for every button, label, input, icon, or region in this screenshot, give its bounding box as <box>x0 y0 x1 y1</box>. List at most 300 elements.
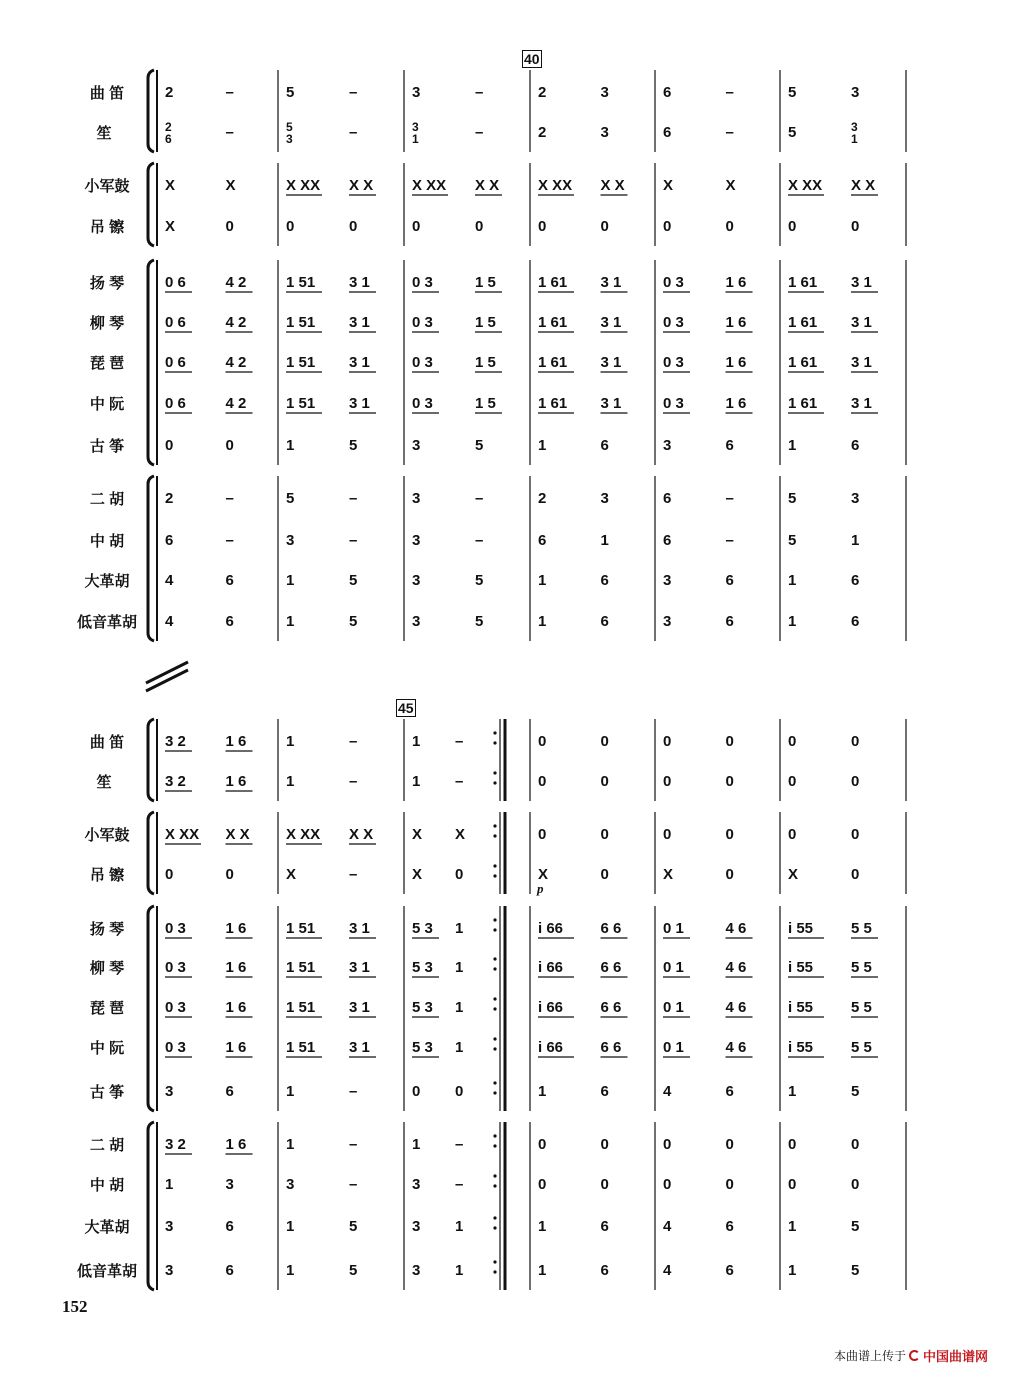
note: 2 <box>165 490 174 507</box>
note: 1 <box>788 1083 797 1100</box>
note: X XX <box>286 826 321 843</box>
note: 5 <box>851 1218 860 1235</box>
repeat-dot <box>493 1007 496 1010</box>
note: 3 1 <box>349 354 370 371</box>
note: 4 <box>165 572 174 589</box>
note: 5 3 <box>412 999 433 1016</box>
note: 1 <box>455 1262 464 1279</box>
group-bracket <box>148 260 154 465</box>
note: 3 <box>851 84 860 101</box>
note: 6 <box>225 1262 234 1279</box>
note: X <box>225 177 236 194</box>
note: 3 1 <box>349 920 370 937</box>
note: 0 6 <box>165 314 186 331</box>
instrument-label: 中 胡 <box>89 533 125 550</box>
note: 0 <box>788 826 797 843</box>
note: 1 <box>788 572 797 589</box>
note: 1 <box>286 773 295 790</box>
instrument-label: 小军鼓 <box>84 827 130 844</box>
note: – <box>349 532 358 549</box>
note: 5 <box>349 1262 358 1279</box>
note: – <box>349 1083 358 1100</box>
note: 4 6 <box>725 920 747 937</box>
note: 6 <box>725 572 734 589</box>
note: 4 2 <box>225 395 247 412</box>
note: 0 <box>600 733 609 750</box>
note: 0 <box>663 826 672 843</box>
note: – <box>725 532 734 549</box>
note: 3 1 <box>851 354 872 371</box>
note: i 66 <box>538 1039 564 1056</box>
note: 1 5 <box>475 274 496 291</box>
note: 6 <box>225 613 234 630</box>
note: 0 <box>725 826 734 843</box>
note: 6 <box>225 1218 234 1235</box>
note: 5 <box>788 490 797 507</box>
note: 1 <box>455 1039 464 1056</box>
note: – <box>225 124 234 141</box>
note: 3 <box>663 437 672 454</box>
note: 0 <box>851 733 860 750</box>
note: 0 <box>600 1136 609 1153</box>
note: 1 51 <box>286 395 316 412</box>
note: 6 <box>851 613 860 630</box>
note: 1 <box>455 920 464 937</box>
repeat-dot <box>493 824 496 827</box>
group-bracket <box>148 70 154 152</box>
note: – <box>455 1176 464 1193</box>
note: 1 61 <box>538 395 568 412</box>
note: 3 1 <box>349 1039 370 1056</box>
note: 1 <box>851 132 858 146</box>
note: 5 5 <box>851 959 872 976</box>
note: X <box>663 177 674 194</box>
note: 1 6 <box>225 733 247 750</box>
note: 3 <box>412 1218 421 1235</box>
note: 3 1 <box>600 274 622 291</box>
note: 0 3 <box>412 314 433 331</box>
instrument-label: 小军鼓 <box>84 178 130 195</box>
note: 5 5 <box>851 920 872 937</box>
note: 0 <box>412 218 421 235</box>
note: – <box>225 532 234 549</box>
note: 6 <box>725 1262 734 1279</box>
note: 1 <box>286 572 295 589</box>
note: 1 <box>165 1176 174 1193</box>
note: 0 <box>455 866 464 883</box>
note: 1 <box>538 1218 547 1235</box>
note: – <box>725 84 734 101</box>
instrument-label: 大革胡 <box>84 573 130 590</box>
note: 1 <box>286 1262 295 1279</box>
note: 4 <box>663 1218 672 1235</box>
note: i 55 <box>788 999 814 1016</box>
page-number: 152 <box>62 1297 88 1316</box>
dynamic-mark: p <box>537 881 544 896</box>
note: 5 <box>286 84 295 101</box>
note: X X <box>225 826 250 843</box>
note: – <box>475 490 484 507</box>
note: 0 3 <box>663 314 684 331</box>
note: 3 1 <box>600 395 622 412</box>
note: 1 <box>788 437 797 454</box>
note: X X <box>475 177 500 194</box>
note: 1 <box>286 1218 295 1235</box>
note: 0 <box>600 866 609 883</box>
note: 6 <box>600 1083 609 1100</box>
note: 0 <box>663 1136 672 1153</box>
note: 0 <box>412 1083 421 1100</box>
note: 1 <box>412 773 421 790</box>
note: X X <box>349 826 374 843</box>
note: 1 <box>455 959 464 976</box>
note: – <box>725 124 734 141</box>
note: i 55 <box>788 959 814 976</box>
note: 1 <box>286 613 295 630</box>
note: 3 2 <box>165 773 186 790</box>
note: X XX <box>286 177 321 194</box>
note: 6 <box>663 490 672 507</box>
note: 1 6 <box>225 773 247 790</box>
note: 5 3 <box>412 920 433 937</box>
instrument-label: 笙 <box>96 125 118 142</box>
note: 3 <box>412 1176 421 1193</box>
instrument-label: 扬 琴 <box>89 275 125 292</box>
note: 6 <box>600 613 609 630</box>
note: 4 <box>663 1083 672 1100</box>
repeat-dot <box>493 1144 496 1147</box>
note: 6 6 <box>600 920 622 937</box>
note: 2 <box>538 84 547 101</box>
note: 3 <box>851 120 858 134</box>
note: 5 <box>788 532 797 549</box>
note: 1 51 <box>286 1039 316 1056</box>
note: 3 <box>663 572 672 589</box>
note: – <box>455 1136 464 1153</box>
note: 2 <box>538 490 547 507</box>
note: 1 <box>412 132 419 146</box>
repeat-dot <box>493 1037 496 1040</box>
note: 0 3 <box>412 354 433 371</box>
note: 3 2 <box>165 733 186 750</box>
note: 0 1 <box>663 1039 684 1056</box>
note: 5 5 <box>851 1039 872 1056</box>
note: 6 <box>725 437 734 454</box>
note: 0 <box>788 733 797 750</box>
note: 6 <box>225 572 234 589</box>
note: 4 6 <box>725 959 747 976</box>
note: X XX <box>412 177 447 194</box>
note: 0 <box>538 773 547 790</box>
note: 3 <box>412 532 421 549</box>
note: 0 <box>600 218 609 235</box>
note: 0 <box>725 1176 734 1193</box>
instrument-label: 古 筝 <box>89 438 125 455</box>
repeat-dot <box>493 1260 496 1263</box>
note: 1 6 <box>225 959 247 976</box>
note: 0 <box>663 1176 672 1193</box>
note: 0 <box>349 218 358 235</box>
instrument-label: 低音革胡 <box>76 614 137 631</box>
note: 5 3 <box>412 1039 433 1056</box>
note: 0 <box>725 218 734 235</box>
note: 6 <box>725 1083 734 1100</box>
note: 1 51 <box>286 274 316 291</box>
note: 0 <box>165 437 174 454</box>
note: 0 3 <box>412 395 433 412</box>
note: 1 <box>412 733 421 750</box>
note: 6 <box>538 532 547 549</box>
note: 3 <box>165 1262 174 1279</box>
note: 3 <box>412 613 421 630</box>
note: 0 3 <box>165 999 186 1016</box>
note: X X <box>600 177 625 194</box>
note: X <box>788 866 799 883</box>
group-bracket <box>148 163 154 246</box>
note: 4 6 <box>725 999 747 1016</box>
note: 1 <box>788 613 797 630</box>
note: X <box>412 826 423 843</box>
note: 0 3 <box>412 274 433 291</box>
note: 3 <box>286 1176 295 1193</box>
note: – <box>349 84 358 101</box>
note: – <box>225 490 234 507</box>
note: – <box>349 866 358 883</box>
note: 5 <box>349 613 358 630</box>
note: 4 2 <box>225 314 247 331</box>
note: 0 <box>851 1136 860 1153</box>
note: X <box>455 826 466 843</box>
note: 1 5 <box>475 395 496 412</box>
note: X X <box>851 177 876 194</box>
note: 1 6 <box>225 999 247 1016</box>
note: 6 <box>663 124 672 141</box>
note: 0 <box>600 1176 609 1193</box>
instrument-label: 二 胡 <box>89 491 125 508</box>
note: 4 6 <box>725 1039 747 1056</box>
instrument-label: 二 胡 <box>89 1137 125 1154</box>
note: 5 <box>349 572 358 589</box>
note: 1 <box>455 999 464 1016</box>
note: 0 3 <box>663 274 684 291</box>
note: 0 <box>725 1136 734 1153</box>
note: 3 <box>412 1262 421 1279</box>
note: i 55 <box>788 1039 814 1056</box>
note: 6 <box>725 1218 734 1235</box>
note: 0 <box>788 1136 797 1153</box>
instrument-label: 琵 琶 <box>89 355 125 372</box>
rehearsal-mark: 45 <box>398 700 414 716</box>
instrument-label: 曲 笛 <box>89 85 125 102</box>
repeat-dot <box>493 1047 496 1050</box>
note: 1 51 <box>286 959 316 976</box>
note: 3 1 <box>851 395 872 412</box>
note: 1 61 <box>788 354 818 371</box>
note: 1 61 <box>538 314 568 331</box>
note: X XX <box>165 826 200 843</box>
note: 1 6 <box>725 354 747 371</box>
note: 1 <box>455 1218 464 1235</box>
note: – <box>725 490 734 507</box>
instrument-label: 低音革胡 <box>76 1263 137 1280</box>
note: X <box>286 866 297 883</box>
note: 2 <box>165 120 172 134</box>
repeat-dot <box>493 928 496 931</box>
group-bracket <box>148 1122 154 1290</box>
note: 3 1 <box>349 959 370 976</box>
note: 1 51 <box>286 314 316 331</box>
note: 0 <box>663 218 672 235</box>
note: – <box>475 84 484 101</box>
note: 5 <box>851 1083 860 1100</box>
instrument-label: 扬 琴 <box>89 921 125 938</box>
note: 0 <box>788 773 797 790</box>
note: 0 <box>538 1176 547 1193</box>
note: 1 51 <box>286 999 316 1016</box>
note: 3 <box>663 613 672 630</box>
note: i 66 <box>538 999 564 1016</box>
note: 0 <box>725 733 734 750</box>
note: 0 1 <box>663 999 684 1016</box>
note: 1 6 <box>225 1136 247 1153</box>
note: 3 1 <box>349 274 370 291</box>
note: 1 5 <box>475 354 496 371</box>
note: 0 <box>725 773 734 790</box>
group-bracket <box>148 906 154 1111</box>
rehearsal-mark: 40 <box>524 51 540 67</box>
note: 5 5 <box>851 999 872 1016</box>
note: 0 <box>851 1176 860 1193</box>
footer-logo[interactable]: 中国曲谱网 <box>922 1349 988 1364</box>
instrument-label: 中 胡 <box>89 1177 125 1194</box>
note: 3 <box>412 490 421 507</box>
repeat-dot <box>493 1216 496 1219</box>
note: 0 6 <box>165 274 186 291</box>
note: 3 <box>600 124 609 141</box>
note: 3 1 <box>851 314 872 331</box>
note: 3 1 <box>600 354 622 371</box>
repeat-dot <box>493 1091 496 1094</box>
site-logo-icon <box>909 1350 920 1361</box>
note: 3 <box>851 490 860 507</box>
note: 0 3 <box>165 959 186 976</box>
note: 5 <box>286 120 293 134</box>
note: X <box>412 866 423 883</box>
note: 1 <box>538 1083 547 1100</box>
note: 6 <box>225 1083 234 1100</box>
repeat-dot <box>493 967 496 970</box>
repeat-dot <box>493 864 496 867</box>
note: 5 <box>475 437 484 454</box>
note: 1 <box>286 437 295 454</box>
note: 4 <box>165 613 174 630</box>
note: 6 <box>663 532 672 549</box>
note: 4 <box>663 1262 672 1279</box>
note: 0 <box>851 773 860 790</box>
note: 3 <box>286 132 293 146</box>
note: 6 6 <box>600 999 622 1016</box>
note: 0 <box>851 218 860 235</box>
note: 0 1 <box>663 920 684 937</box>
note: 6 <box>600 1218 609 1235</box>
note: 3 <box>412 572 421 589</box>
note: 0 <box>538 218 547 235</box>
note: 0 <box>225 218 234 235</box>
instrument-label: 中 阮 <box>89 1040 125 1057</box>
note: 6 <box>165 532 174 549</box>
note: 0 <box>851 866 860 883</box>
group-bracket <box>148 719 154 801</box>
note: 0 <box>600 826 609 843</box>
note: 5 <box>475 613 484 630</box>
note: X <box>165 177 176 194</box>
repeat-dot <box>493 1184 496 1187</box>
note: 1 61 <box>788 314 818 331</box>
note: X <box>538 866 549 883</box>
instrument-label: 吊 镲 <box>89 867 125 884</box>
note: – <box>349 490 358 507</box>
note: 0 6 <box>165 354 186 371</box>
footer <box>834 1346 988 1365</box>
note: 6 <box>165 132 172 146</box>
repeat-dot <box>493 1081 496 1084</box>
note: 1 61 <box>788 274 818 291</box>
instrument-label: 柳 琴 <box>89 960 125 977</box>
group-bracket <box>148 812 154 894</box>
instrument-label: 笙 <box>96 774 118 791</box>
note: 0 6 <box>165 395 186 412</box>
note: 6 <box>851 437 860 454</box>
note: 0 <box>225 437 234 454</box>
repeat-dot <box>493 957 496 960</box>
repeat-dot <box>493 781 496 784</box>
note: 6 <box>600 1262 609 1279</box>
note: 1 <box>538 572 547 589</box>
note: 5 <box>475 572 484 589</box>
note: 3 <box>412 84 421 101</box>
note: 0 <box>538 826 547 843</box>
repeat-dot <box>493 741 496 744</box>
note: 1 <box>286 1083 295 1100</box>
note: 3 1 <box>349 999 370 1016</box>
note: 5 <box>788 124 797 141</box>
repeat-dot <box>493 1134 496 1137</box>
note: X X <box>349 177 374 194</box>
note: 0 1 <box>663 959 684 976</box>
note: 5 3 <box>412 959 433 976</box>
note: 3 <box>600 84 609 101</box>
note: – <box>455 733 464 750</box>
note: 3 1 <box>349 395 370 412</box>
note: 3 <box>225 1176 234 1193</box>
note: 6 6 <box>600 1039 622 1056</box>
note: – <box>349 733 358 750</box>
note: 1 <box>788 1262 797 1279</box>
note: 3 2 <box>165 1136 186 1153</box>
note: 6 6 <box>600 959 622 976</box>
note: 0 <box>455 1083 464 1100</box>
note: X <box>165 218 176 235</box>
footer-text: 本曲谱上传于 <box>833 1349 906 1363</box>
repeat-dot <box>493 918 496 921</box>
repeat-dot <box>493 834 496 837</box>
note: 0 <box>600 773 609 790</box>
instrument-label: 琵 琶 <box>89 1000 125 1017</box>
note: X XX <box>538 177 573 194</box>
note: 1 <box>788 1218 797 1235</box>
note: 1 <box>851 532 860 549</box>
note: 3 1 <box>851 274 872 291</box>
